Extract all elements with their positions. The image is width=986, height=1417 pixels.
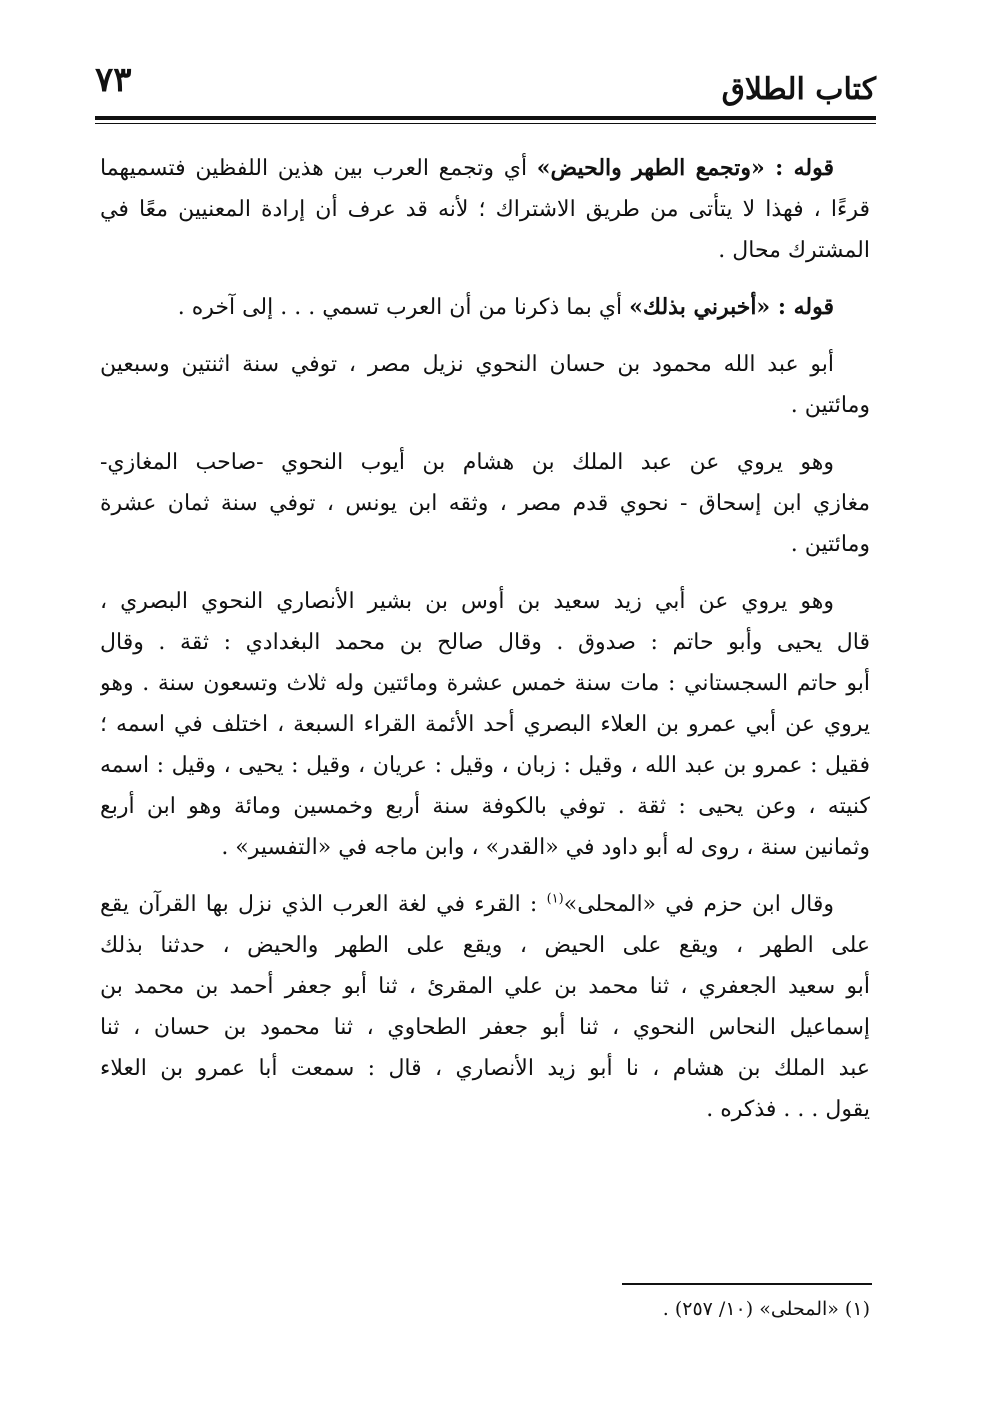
p4-line1: وهو يروي عن عبد الملك بن هشام بن أيوب النحوي -صاحب المغازي- bbox=[100, 450, 834, 475]
p5-line3: أبو حاتم السجستاني : مات سنة خمس عشرة ومائتين وله ثلاث وتسعون سنة . وهو bbox=[100, 671, 870, 696]
p1-lead: قوله : «وتجمع الطهر والحيض» bbox=[536, 155, 834, 181]
page-header bbox=[95, 60, 876, 118]
footnote: (١) «المحلى» (١٠/ ٢٥٧) . bbox=[662, 1298, 870, 1320]
p1-line1 bbox=[100, 148, 870, 189]
p6-line1-a: وقال ابن حزم في «المحلى» bbox=[563, 892, 834, 917]
p6-line3: أبو سعيد الجعفري ، ثنا محمد بن علي المقرئ ، ثنا أبو جعفر أحمد بن محمد بن bbox=[100, 974, 870, 999]
p4-line2: مغازي ابن إسحاق - نحوي قدم مصر ، وثقه ابن يونس ، توفي سنة ثمان عشرة bbox=[100, 491, 870, 516]
p6-line2: على الطهر ، ويقع على الحيض ، ويقع على الطهر والحيض ، حدثنا بذلك bbox=[100, 933, 870, 958]
p6-line1 bbox=[100, 884, 870, 925]
p6-line5: عبد الملك بن هشام ، نا أبو زيد الأنصاري ، قال : سمعت أبا عمرو بن العلاء bbox=[100, 1056, 870, 1081]
p6-line4: إسماعيل النحاس النحوي ، ثنا أبو جعفر الطحاوي ، ثنا محمود بن حسان ، ثنا bbox=[100, 1015, 870, 1040]
main-text bbox=[100, 148, 870, 1130]
p3-line2: ومائتين . bbox=[790, 393, 870, 418]
header-rule-thick bbox=[95, 116, 876, 120]
p1-line2: قرءًا ، فهذا لا يتأتى من طريق الاشتراك ؛ لأنه قد عرف أن إرادة المعنيين معًا في bbox=[100, 197, 870, 222]
p4-line3: ومائتين . bbox=[790, 532, 870, 557]
p6-line1-b: : القرء في لغة العرب الذي نزل بها القرآن يقع bbox=[100, 892, 538, 917]
chapter-title: كتاب الطلاق bbox=[721, 72, 876, 107]
p2-lead: قوله : «أخبرني بذلك» bbox=[629, 294, 834, 320]
p1-line3: المشترك محال . bbox=[718, 238, 870, 263]
p1-line1-rest: أي وتجمع العرب بين هذين اللفظين فتسميهما bbox=[100, 156, 528, 181]
p5-line6: كنيته ، وعن يحيى : ثقة . توفي بالكوفة سنة أربع وخمسين ومائة وهو ابن أربع bbox=[100, 794, 870, 819]
p2-rest: أي بما ذكرنا من أن العرب تسمي . . . إلى آخره . bbox=[177, 295, 623, 320]
footnote-separator bbox=[622, 1283, 872, 1285]
p5-line4: يروي عن أبي عمرو بن العلاء البصري أحد الأئمة القراء السبعة ، اختلف في اسمه ؛ bbox=[100, 712, 870, 737]
footnote-reference[interactable]: (١) bbox=[546, 891, 564, 907]
p2-line1 bbox=[100, 287, 870, 328]
p5-line7: وثمانين سنة ، روى له أبو داود في «القدر» ، وابن ماجه في «التفسير» . bbox=[221, 835, 870, 860]
p6-line6: يقول . . . فذكره . bbox=[706, 1097, 870, 1122]
p5-line2: قال يحيى وأبو حاتم : صدوق . وقال صالح بن محمد البغدادي : ثقة . وقال bbox=[100, 630, 870, 655]
p5-line1: وهو يروي عن أبي زيد سعيد بن أوس بن بشير الأنصاري النحوي البصري ، bbox=[100, 589, 834, 614]
page-number: ٧٣ bbox=[95, 60, 132, 100]
p3-line1: أبو عبد الله محمود بن حسان النحوي نزيل مصر ، توفي سنة اثنتين وسبعين bbox=[100, 352, 834, 377]
header-rule-thin bbox=[95, 123, 876, 124]
p5-line5: فقيل : عمرو بن عبد الله ، وقيل : زبان ، وقيل : عريان ، وقيل : يحيى ، وقيل : اسمه bbox=[100, 753, 870, 778]
